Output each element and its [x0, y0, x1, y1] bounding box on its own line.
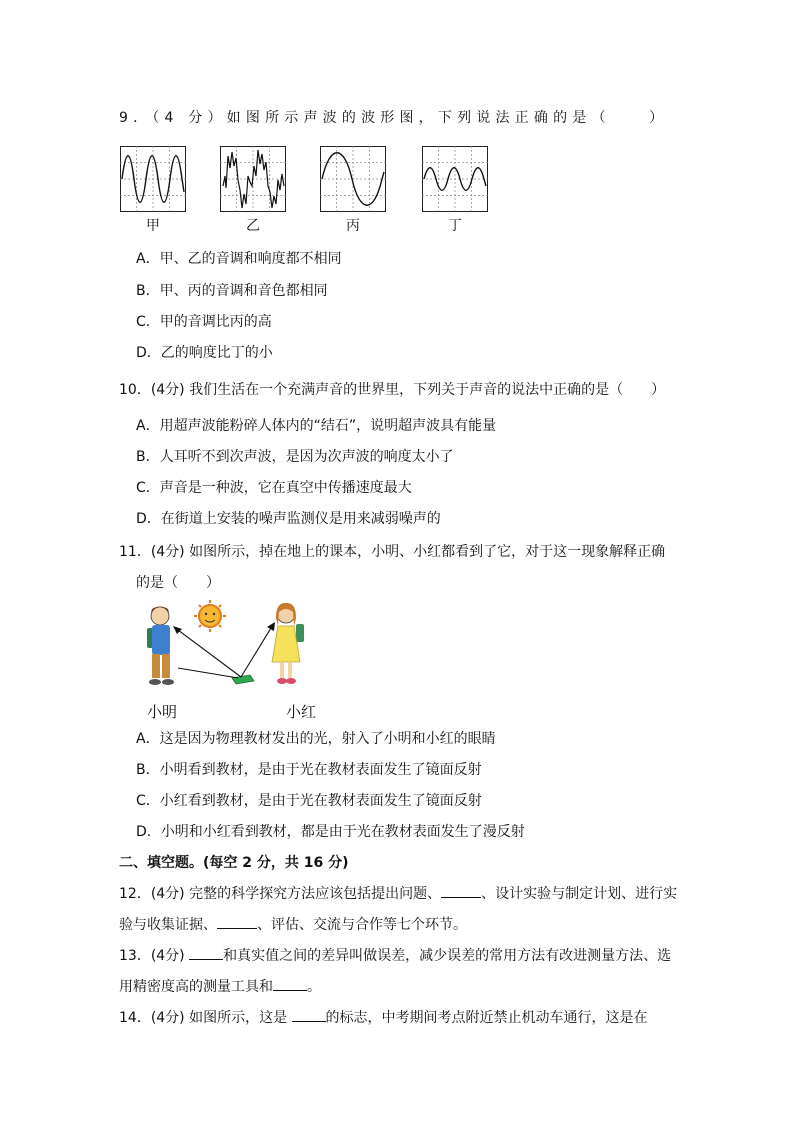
- q14-text-1: 14．(4分) 如图所示，这是: [119, 1010, 292, 1026]
- label-xiaoming: 小明: [147, 703, 178, 721]
- girl-figure: [272, 603, 304, 684]
- q12-text-3: 验与收集证据、: [119, 917, 217, 933]
- q12-blank-2: [217, 916, 257, 929]
- q11-stem-line1: 11．(4分) 如图所示，掉在地上的课本，小明、小红都看到了它，对于这一现象解释正确: [119, 544, 666, 560]
- q9-option-c: C．甲的音调比丙的高: [136, 314, 272, 330]
- q12-blank-1: [441, 885, 481, 898]
- q9-option-a: A．甲、乙的音调和响度都不相同: [136, 251, 342, 267]
- boy-figure: [147, 607, 174, 686]
- q13-text-3: 用精密度高的测量工具和: [119, 979, 273, 995]
- q13-text-4: 。: [307, 979, 321, 995]
- waveform-yi: [220, 146, 286, 212]
- q10-stem: 10．(4分) 我们生活在一个充满声音的世界里，下列关于声音的说法中正确的是（ ）: [119, 382, 666, 398]
- q11-option-d: D．小明和小红看到教材，都是由于光在教材表面发生了漫反射: [136, 824, 525, 840]
- q9-option-d: D．乙的响度比丁的小: [136, 345, 273, 361]
- q13-text-1: 13．(4分): [119, 948, 190, 964]
- section-title: 二、填空题。: [119, 855, 203, 871]
- waveform-bing: [320, 146, 386, 212]
- reflection-illustration: [138, 598, 328, 698]
- waveform-ding: [422, 146, 488, 212]
- q9-stem: 9．（4 分）如图所示声波的波形图，下列说法正确的是（ ）: [119, 110, 669, 126]
- label-xiaohong: 小红: [286, 703, 317, 721]
- book-figure: [232, 675, 254, 684]
- caption-ding: 丁: [448, 218, 462, 234]
- q13-text-2: 和真实值之间的差异叫做误差，减少误差的常用方法有改进测量方法、选: [223, 948, 672, 964]
- caption-yi: 乙: [246, 218, 260, 234]
- q10-option-b: B．人耳听不到次声波，是因为次声波的响度太小了: [136, 449, 454, 465]
- q10-option-c: C．声音是一种波，它在真空中传播速度最大: [136, 480, 412, 496]
- section-note: (每空 2 分，共 16 分): [203, 855, 349, 871]
- q11-option-b: B．小明看到教材，是由于光在教材表面发生了镜面反射: [136, 762, 482, 778]
- q13-line1: [119, 945, 671, 965]
- q14-text-2: 的标志，中考期间考点附近禁止机动车通行，这是在: [325, 1010, 648, 1026]
- q11-stem-line2: 的是（ ）: [136, 575, 220, 591]
- q12-text-4: 、评估、交流与合作等七个环节。: [257, 917, 467, 933]
- q10-option-a: A．用超声波能粉碎人体内的“结石”，说明超声波具有能量: [136, 418, 497, 434]
- section-heading: [119, 852, 349, 872]
- q14-blank-1: [292, 1009, 326, 1022]
- q10-option-d: D．在街道上安装的噪声监测仪是用来减弱噪声的: [136, 511, 441, 527]
- q9-option-b: B．甲、丙的音调和音色都相同: [136, 283, 328, 299]
- q12-text-2: 、设计实验与制定计划、进行实: [481, 886, 678, 902]
- caption-jia: 甲: [146, 218, 160, 234]
- waveform-jia: [120, 146, 186, 212]
- q11-option-a: A．这是因为物理教材发出的光，射入了小明和小红的眼睛: [136, 731, 496, 747]
- sun-figure: [194, 600, 226, 632]
- q13-blank-2: [273, 978, 307, 991]
- q13-blank-1: [189, 947, 223, 960]
- q12-line2: [119, 914, 467, 934]
- q14-line1: [119, 1007, 648, 1027]
- q12-text-1: 12．(4分) 完整的科学探究方法应该包括提出问题、: [119, 886, 442, 902]
- q12-line1: [119, 883, 677, 903]
- caption-bing: 丙: [346, 218, 360, 234]
- q11-option-c: C．小红看到教材，是由于光在教材表面发生了镜面反射: [136, 793, 482, 809]
- q13-line2: [119, 976, 321, 996]
